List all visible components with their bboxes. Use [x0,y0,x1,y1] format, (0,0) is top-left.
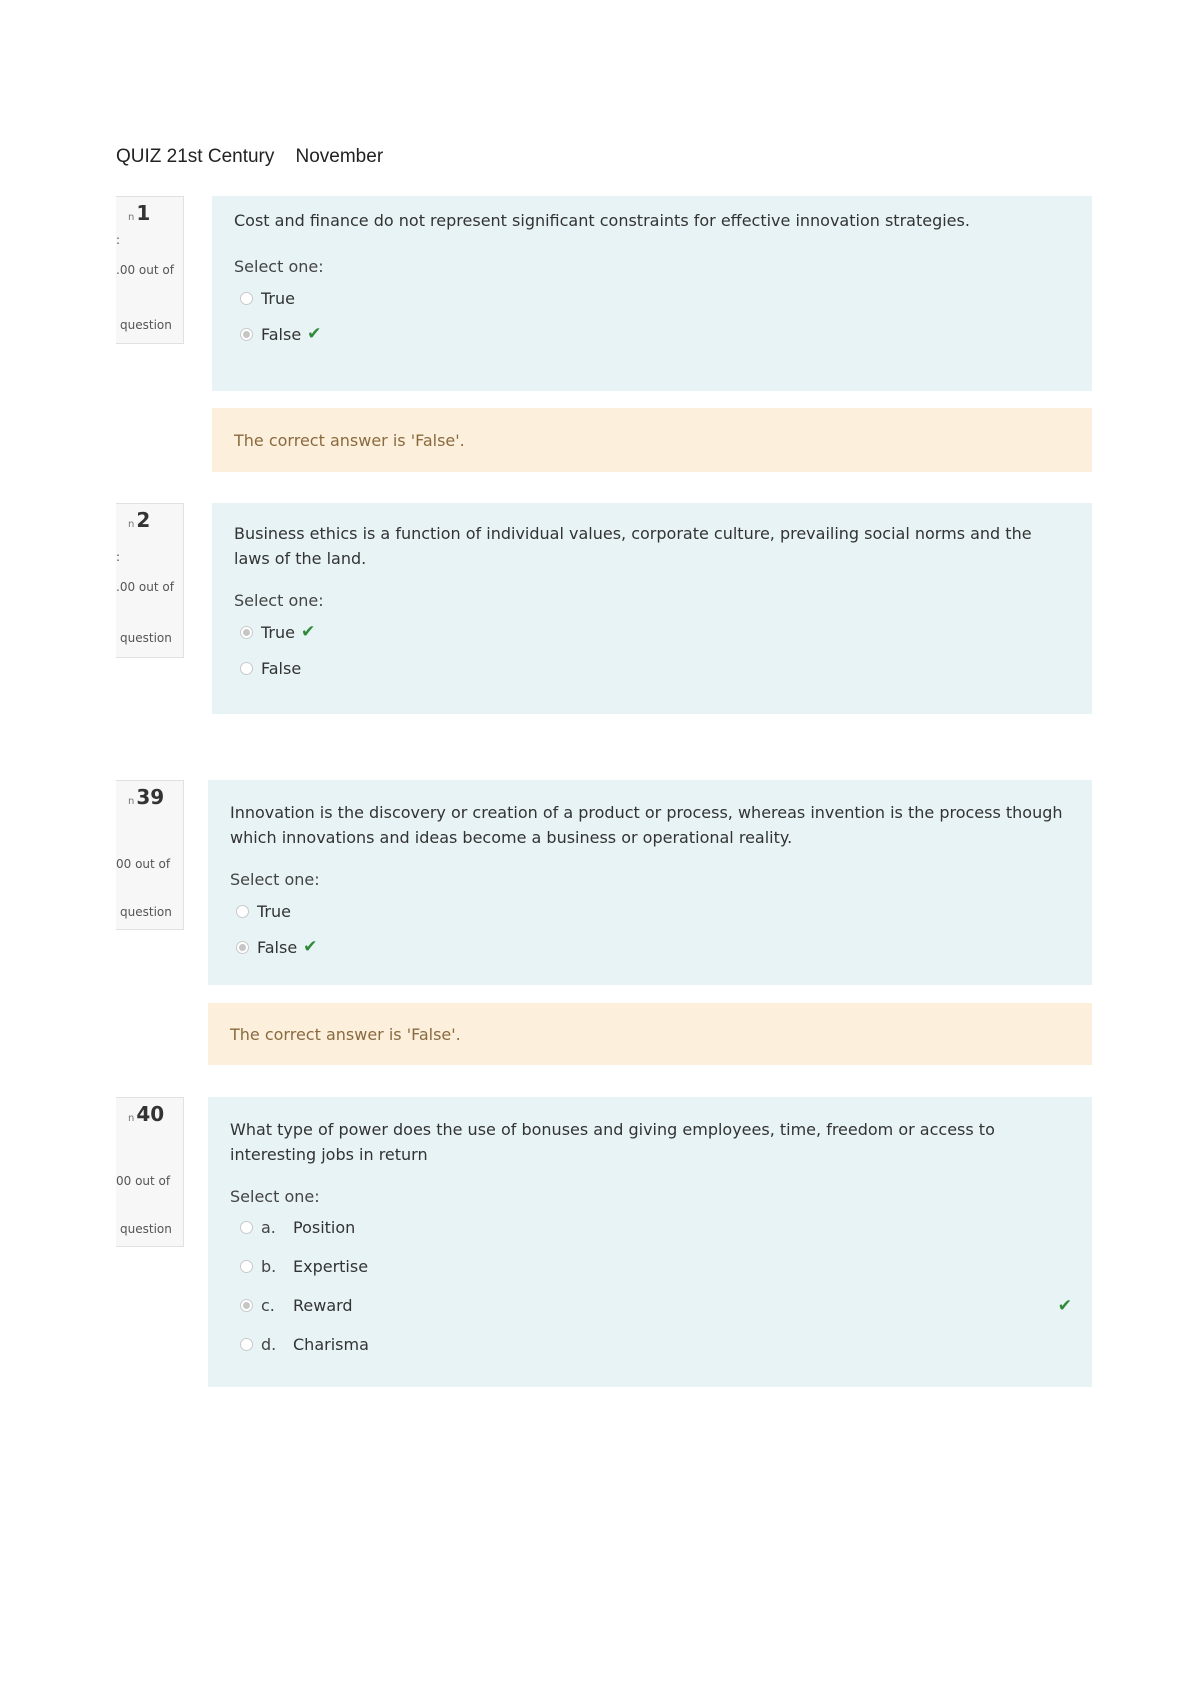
question-card-39 [208,780,1092,985]
radio-button-selected[interactable] [240,626,253,639]
question-card-2 [212,503,1092,714]
radio-button[interactable] [236,905,249,918]
select-prompt: Select one: [230,1187,320,1206]
option-false[interactable]: False ✔ [234,316,1070,352]
check-icon: ✔ [303,937,318,957]
question-mark: 00 out of [116,1174,171,1188]
radio-button[interactable] [240,662,253,675]
question-info-2: n 2 : .00 out of question [116,503,184,658]
question-mark: .00 out of [116,263,174,277]
question-text: Innovation is the discovery or creation of a product or process, whereas invention is the process though which innovations and ideas become a business or operational reality. [230,803,1063,847]
option-d[interactable]: d. Charisma [230,1325,1070,1364]
question-number: n 1 [128,201,151,225]
question-text: Cost and finance do not represent significant constraints for effective innovation strategies. [234,211,970,230]
radio-button[interactable] [240,292,253,305]
correct-answer-feedback: The correct answer is 'False'. [208,1003,1092,1065]
flag-question-link[interactable]: question [120,1222,172,1236]
check-icon: ✔ [1057,1295,1072,1316]
question-text: Business ethics is a function of individual values, corporate culture, prevailing social norms and the laws of the land. [234,524,1032,568]
select-prompt: Select one: [234,591,324,610]
option-true[interactable]: True [230,893,1070,929]
select-prompt: Select one: [230,870,320,889]
flag-question-link[interactable]: question [120,631,172,645]
option-false[interactable]: False ✔ [230,929,1070,965]
question-mark: 00 out of [116,857,171,871]
question-number: n 40 [128,1102,165,1126]
option-a[interactable]: a. Position [230,1208,1070,1247]
question-mark: .00 out of [116,580,174,594]
option-false[interactable]: False [234,650,1070,686]
correct-answer-feedback: The correct answer is 'False'. [212,408,1092,472]
radio-button[interactable] [240,1221,253,1234]
option-true[interactable]: True [234,280,1070,316]
option-true[interactable]: True ✔ [234,614,1070,650]
question-number: n 2 [128,508,151,532]
option-c[interactable]: c. Reward ✔ [230,1286,1070,1325]
question-info-1: n 1 : .00 out of question [116,196,184,344]
question-info-40 [116,1097,184,1247]
radio-button-selected[interactable] [240,328,253,341]
radio-button[interactable] [240,1338,253,1351]
question-card-1 [212,196,1092,391]
check-icon: ✔ [307,324,322,344]
question-number: n 39 [128,785,165,809]
option-b[interactable]: b. Expertise [230,1247,1070,1286]
flag-question-link[interactable]: question [120,318,172,332]
radio-button-selected[interactable] [240,1299,253,1312]
question-info-39 [116,780,184,930]
flag-question-link[interactable]: question [120,905,172,919]
radio-button-selected[interactable] [236,941,249,954]
check-icon: ✔ [300,622,316,642]
radio-button[interactable] [240,1260,253,1273]
document-title: QUIZ 21st Century November [116,146,384,167]
question-card-40 [208,1097,1092,1387]
question-text: What type of power does the use of bonuses and giving employees, time, freedom or access to interesting jobs in return [230,1120,995,1164]
select-prompt: Select one: [234,257,324,276]
